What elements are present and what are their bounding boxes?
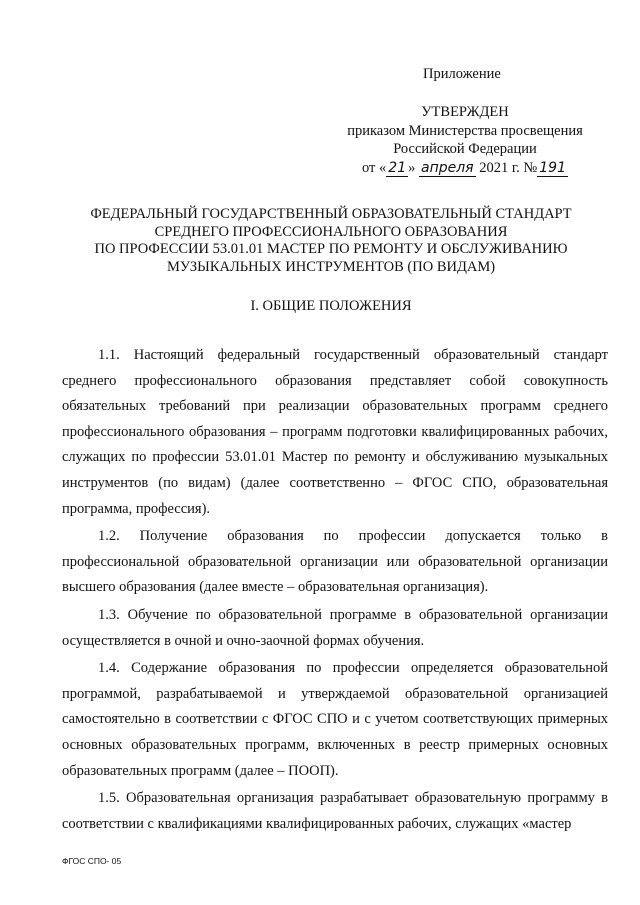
paragraph-1-4: 1.4. Содержание образования по профессии определяется образовательной программой, разрабатываемой и утверждаемой образовательной организацией самостоятельно в соответствии с ФГОС СПО и с учетом соответствующих примерных основных образовательных программ, включенных в реестр примерных основных образовательных программ (далее – ПООП).: [62, 660, 608, 779]
date-month-handwritten: апреля: [420, 159, 474, 176]
date-mid: »: [408, 159, 416, 176]
order-line-2: Российской Федерации: [393, 141, 537, 157]
footer-code: ФГОС СПО- 05: [62, 856, 122, 866]
paragraph-1-2: 1.2. Получение образования по профессии допускается только в профессиональной образовательной организации или образовательной организации высшего образования (далее вместе – образовательная организация).: [62, 528, 608, 596]
order-date-line: [340, 159, 590, 178]
order-number-handwritten: 191: [539, 159, 566, 176]
appendix-label: Приложение: [423, 66, 501, 82]
title-line-4: МУЗЫКАЛЬНЫХ ИНСТРУМЕНТОВ (ПО ВИДАМ): [166, 258, 496, 275]
paragraph-1-3: 1.3. Обучение по образовательной программе в образовательной организации осуществляется в очной и очно-заочной формах обучения.: [62, 606, 608, 649]
date-year: 2021 г. №: [479, 159, 538, 176]
title-line-3: ПО ПРОФЕССИИ 53.01.01 МАСТЕР ПО РЕМОНТУ И ОБСЛУЖИВАНИЮ: [94, 241, 568, 257]
title-line-2: СРЕДНЕГО ПРОФЕССИОНАЛЬНОГО ОБРАЗОВАНИЯ: [154, 223, 508, 240]
approval-block: [340, 103, 590, 177]
document-title: [62, 206, 600, 276]
section-heading: I. ОБЩИЕ ПОЛОЖЕНИЯ: [250, 298, 412, 314]
order-line-1: приказом Министерства просвещения: [347, 122, 583, 139]
paragraph-1-5: 1.5. Образовательная организация разрабатывает образовательную программу в соответствии с квалификациями квалифицированных рабочих, служащих «мастер: [62, 790, 608, 832]
document-body: [62, 343, 608, 839]
approved-label: УТВЕРЖДЕН: [421, 104, 509, 120]
date-day-handwritten: 21: [388, 159, 407, 176]
title-line-1: ФЕДЕРАЛЬНЫЙ ГОСУДАРСТВЕННЫЙ ОБРАЗОВАТЕЛЬНЫЙ СТАНДАРТ: [90, 206, 572, 222]
date-prefix: от «: [362, 159, 387, 176]
paragraph-1-1: 1.1. Настоящий федеральный государственный образовательный стандарт среднего профессионального образования представляет собой совокупность обязательных требований при реализации образовательных программ среднего профессионального образования – программ подготовки квалифицированных рабочих, служащих по профессии 53.01.01 Мастер по ремонту и обслуживанию музыкальных инструментов (по видам) (далее соответственно – ФГОС СПО, образовательная программа, профессия).: [62, 347, 608, 517]
